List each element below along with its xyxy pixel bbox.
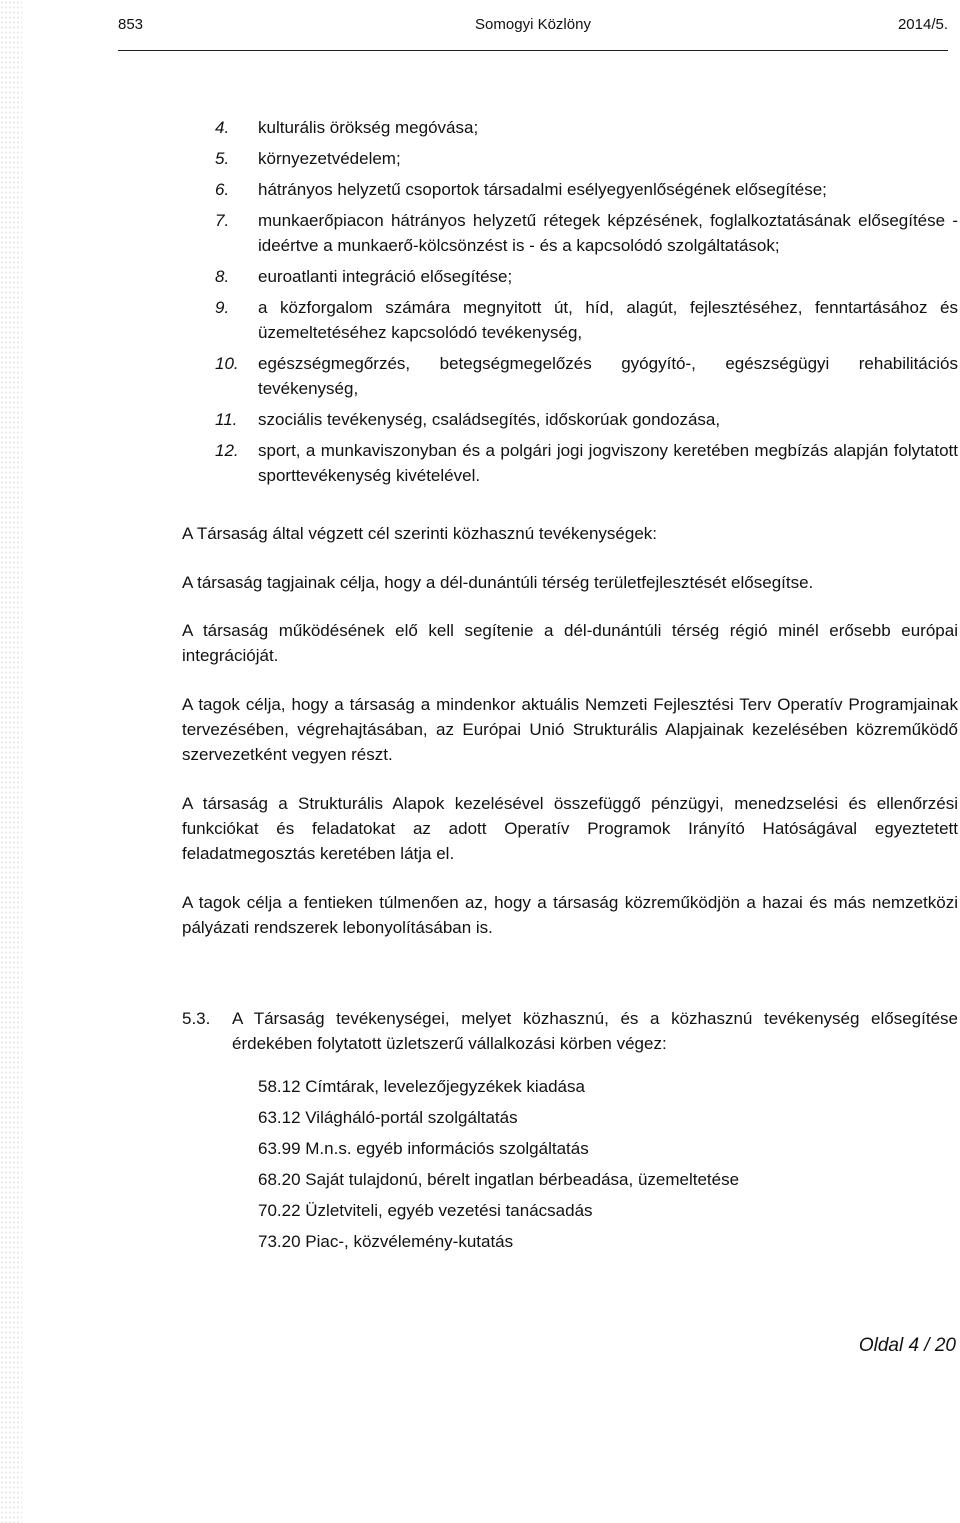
activity-code-item: 63.12 Világháló-portál szolgáltatás xyxy=(258,1108,518,1127)
document-body xyxy=(182,115,958,1260)
section-text: A Társaság tevékenységei, melyet közhasznú, és a közhasznú tevékenység elősegítése érdekében folytatott üzletszerű vállalkozási körben végez: xyxy=(232,1009,958,1053)
list-item-number: 6. xyxy=(215,180,230,199)
list-item-number: 8. xyxy=(215,267,230,286)
list-item xyxy=(182,438,958,488)
list-item xyxy=(182,407,958,432)
paragraph-purpose-heading: A Társaság által végzett cél szerinti közhasznú tevékenységek: xyxy=(182,524,657,543)
list-item-text: sport, a munkaviszonyban és a polgári jogi jogviszony keretében megbízás alapján folytatott sporttevékenység kivételével. xyxy=(258,441,958,485)
list-item-text: a közforgalom számára megnyitott út, híd, alagút, fejlesztéséhez, fenntartásához és üzemeltetéséhez kapcsolódó tevékenység, xyxy=(258,298,958,342)
header-rule xyxy=(118,50,948,51)
list-item-number: 4. xyxy=(215,118,230,137)
list-item-number: 12. xyxy=(215,441,239,460)
scan-edge-texture xyxy=(0,0,22,1523)
activity-code-item: 68.20 Saját tulajdonú, bérelt ingatlan bérbeadása, üzemeltetése xyxy=(258,1170,740,1189)
paragraph: A tagok célja, hogy a társaság a mindenkor aktuális Nemzeti Fejlesztési Terv Operatív Programjainak tervezésében, végrehajtásában, az Európai Unió Strukturális Alapjainak kezelésében közreműködő szervezetként vegyen részt. xyxy=(182,695,958,764)
list-item-text: szociális tevékenység, családsegítés, időskorúak gondozása, xyxy=(258,410,721,429)
paragraph: A társaság tagjainak célja, hogy a dél-dunántúli térség területfejlesztését elősegítse. xyxy=(182,573,814,592)
list-item xyxy=(182,351,958,401)
list-item xyxy=(182,208,958,258)
page-counter: Oldal 4 / 20 xyxy=(858,1335,956,1356)
list-item-text: euroatlanti integráció elősegítése; xyxy=(258,267,513,286)
activity-list xyxy=(182,115,958,488)
paragraph: A társaság a Strukturális Alapok kezelésével összefüggő pénzügyi, menedzselési és ellenőrzési funkciókat és feladatokat az adott Operatív Programok Irányító Hatóságával egyeztetett feladatmegosztás keretében látja el. xyxy=(182,794,958,863)
list-item xyxy=(182,295,958,345)
section-5-3 xyxy=(182,1006,958,1056)
publication-title: Somogyi Közlöny xyxy=(475,16,591,33)
activity-code-item: 63.99 M.n.s. egyéb információs szolgáltatás xyxy=(258,1139,589,1158)
list-item-text: kulturális örökség megóvása; xyxy=(258,118,479,137)
list-item xyxy=(182,177,958,202)
list-item xyxy=(182,264,958,289)
page-header xyxy=(118,16,948,40)
paragraph: A tagok célja a fentieken túlmenően az, hogy a társaság közreműködjön a hazai és más nemzetközi pályázati rendszerek lebonyolításában is. xyxy=(182,893,958,937)
list-item-number: 10. xyxy=(215,354,239,373)
paragraph: A társaság működésének elő kell segítenie a dél-dunántúli térség régió minél erősebb európai integrációját. xyxy=(182,621,958,665)
activity-code-item: 58.12 Címtárak, levelezőjegyzékek kiadása xyxy=(258,1077,585,1096)
activity-code-item: 73.20 Piac-, közvélemény-kutatás xyxy=(258,1232,514,1251)
list-item-text: munkaerőpiacon hátrányos helyzetű rétegek képzésének, foglalkoztatásának elősegítése - ideértve a munkaerő-kölcsönzést is - és a kapcsolódó szolgáltatások; xyxy=(258,211,958,255)
activity-code-item: 70.22 Üzletviteli, egyéb vezetési tanácsadás xyxy=(258,1201,593,1220)
list-item-text: hátrányos helyzetű csoportok társadalmi esélyegyenlőségének elősegítése; xyxy=(258,180,827,199)
list-item-number: 11. xyxy=(215,410,238,429)
activity-code-list xyxy=(182,1074,958,1254)
list-item-number: 9. xyxy=(215,298,230,317)
list-item-number: 5. xyxy=(215,149,230,168)
list-item-number: 7. xyxy=(215,211,230,230)
issue-number: 2014/5. xyxy=(897,16,948,33)
page-number: 853 xyxy=(118,16,144,33)
list-item-text: egészségmegőrzés, betegségmegelőzés gyógyító-, egészségügyi rehabilitációs tevékenység, xyxy=(258,354,958,398)
list-item xyxy=(182,115,958,140)
list-item-text: környezetvédelem; xyxy=(258,149,401,168)
list-item xyxy=(182,146,958,171)
section-number: 5.3. xyxy=(182,1009,211,1028)
